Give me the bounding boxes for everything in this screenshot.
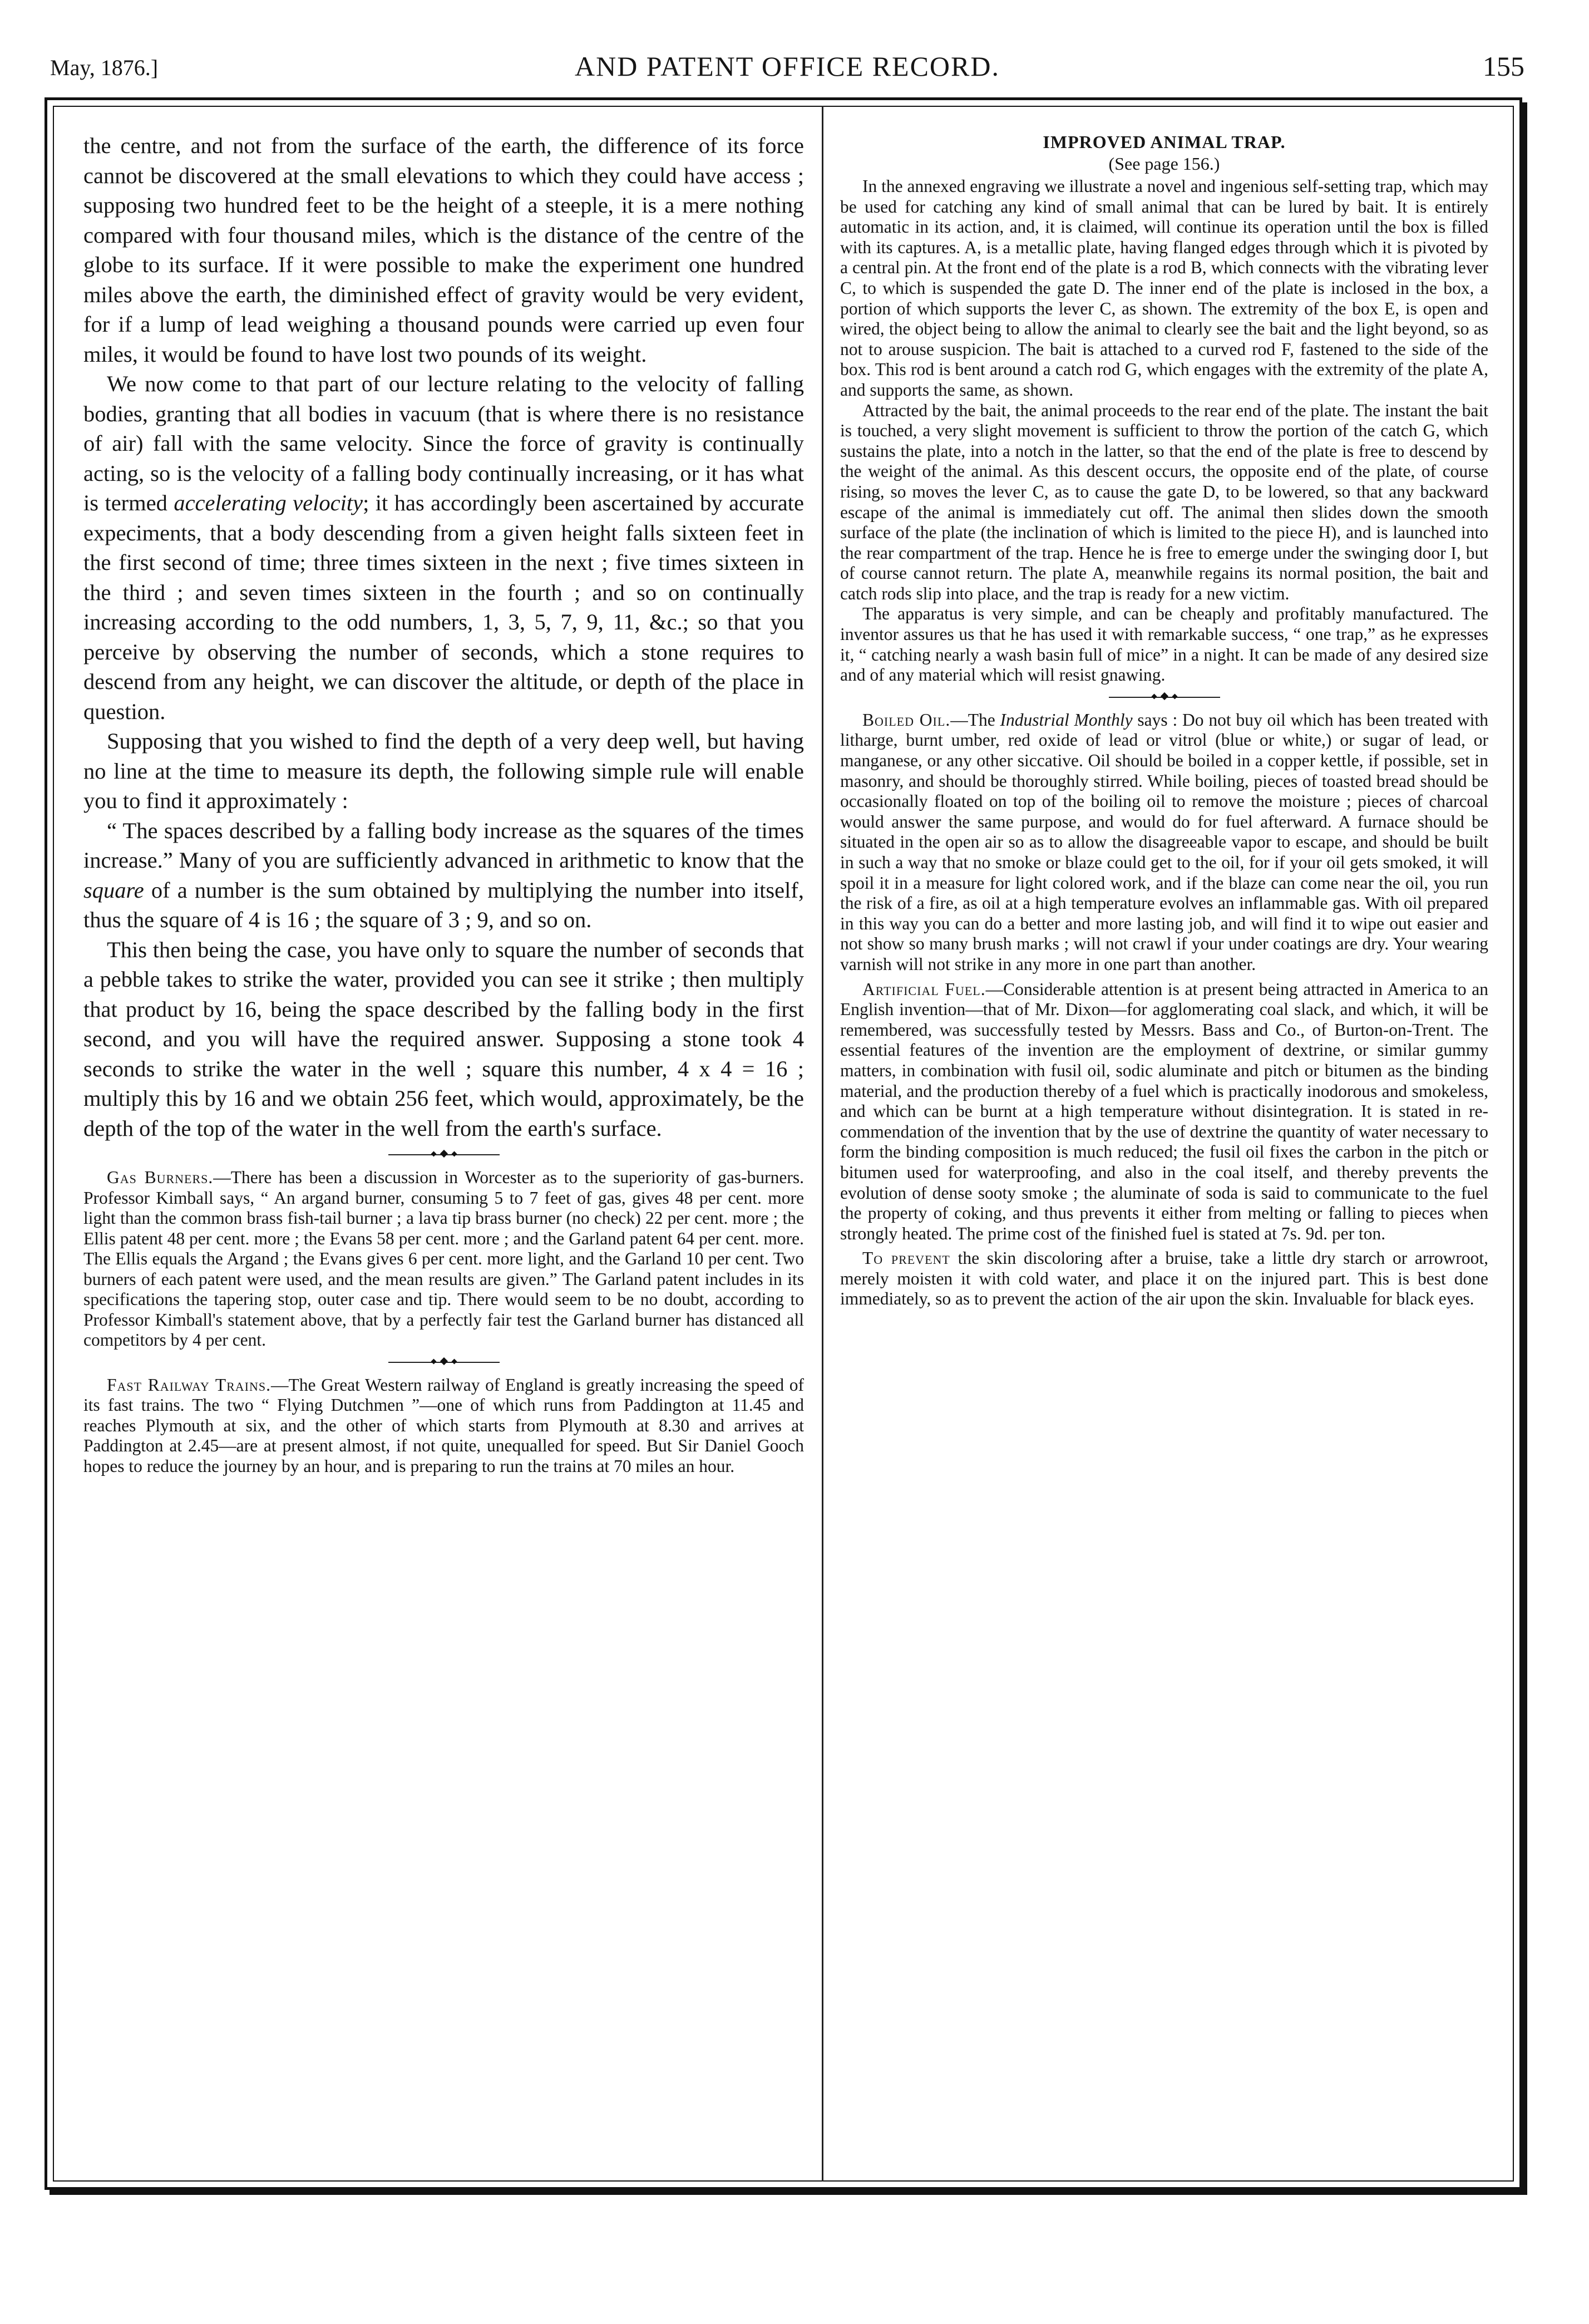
article-heading: Gas Burners. — [107, 1168, 214, 1187]
article-paragraph: The apparatus is very simple, and can be cheaply and profitably manufactured. The inventor assures us that he has used it with remarkable success, “ one trap,” as he expresses it, “ catching nearly a wash basin full of mice” in a night. It can be made of any desired size and of any material which will resist gnawing. — [840, 604, 1488, 685]
page-header — [50, 50, 1524, 95]
lecture-paragraph: We now come to that part of our lecture relating to the velocity of falling bodies, granting that all bodies in vacuum (that is where there is no resistance of air) fall with the same velocity. Since the force of gravity is continually acting, so is the velocity of a falling body continually increasing, or it has what is termed accelerating velocity; it has accordingly been ascertained by accurate expeciments, that a body descending from a given height falls sixteen feet in the first second of time; three times sixteen in the next ; five times sixteen in the third ; and seven times sixteen in the fourth ; and so on continually increasing according to the odd numbers, 1, 3, 5, 7, 9, 11, &c.; so that you perceive by observing the number of seconds, which a stone requires to descend from any height, we can discover the altitude, or depth of the place in question. — [83, 371, 804, 724]
article-heading: Artificial Fuel. — [862, 979, 986, 999]
lecture-paragraph: Supposing that you wished to find the depth of a very deep well, but having no line at the time to measure its depth, the following simple rule will enable you to find it approximately : — [83, 728, 804, 813]
article-paragraph: Attracted by the bait, the animal proceeds to the rear end of the plate. The instant the bait is touched, a very slight movement is sufficient to throw the portion of the catch G, which sustains the plate, into a notch in the latter, so that the end of the plate is free to descend by the weight of the animal. As this descent occurs, the opposite end of the plate, of course rising, so moves the lever C, as to cause the gate D, to be lowered, so that any backward escape of the animal is immediately cut off. The animal then slides down the smooth surface of the plate (the inclination of which is limited to the piece H), and is launched into the rear compartment of the trap. Hence he is free to emerge under the swinging door I, but of course cannot return. The plate A, meanwhile regains its normal position, the bait and catch rods slip into place, and the trap is ready for a new victim. — [840, 400, 1488, 603]
lecture-paragraph: the centre, and not from the surface of the earth, the difference of its force cannot be discovered at the small elevations to which they could have access ; supposing two hundred feet to be the height of a steeple, it is a mere nothing compared with four thousand miles, which is the distance of the centre of the globe to its surface. If it were possible to make the experiment one hundred miles above the earth, the diminished effect of gravity would be very evident, for if a lump of lead weighing a thousand pounds were carried up even four miles, it would be found to have lost two pounds of its weight. — [83, 133, 804, 367]
article-heading: Fast Railway Trains. — [107, 1375, 271, 1395]
ornament-divider — [83, 1143, 804, 1168]
gravity-lecture — [83, 131, 804, 1143]
article-paragraph: Boiled Oil.—The Industrial Monthly says : Do not buy oil which has been treated with litharge, burnt umber, red oxide of lead or vitrol (blue or white,) or sugar of lead, or manganese, or any other siccative. Oil should be boiled in a copper kettle, if possible, set in masonry, and should be thoroughly stirred. While boiling, pieces of toasted bread should be occasionally floated on top of the boiling oil to remove the moisture ; pieces of charcoal would answer the same purpose, and would do for fuel afterward. A furnace should be situated in the open air so as to allow the disagreeable vapor to escape, and should be built in such a way that no smoke or blaze could get to the oil, for if your oil gets smoked, it will spoil it in a measure for light colored work, and if the blaze can come near the oil, you run the risk of a fire, as oil at a high temperature evolves an inflammable gas. With oil prepared in this way you can do a better and more lasting job, and will find it to wipe out easier and not show so many brush marks ; will not crawl if your under coatings are dry. Your wearing varnish will not strike in any more in one part than another. — [840, 710, 1488, 974]
article-paragraph: In the annexed engraving we illustrate a novel and ingenious self-setting trap, which may be used for catching any kind of small animal that can be lured by bait. It is entirely automatic in its action, and, it is claimed, will continue its operation until the box is filled with its captures. A, is a metallic plate, having flanged edges through which it is pivoted by a central pin. At the front end of the plate is a rod B, which connects with the vibrating lever C, to which is suspended the gate D. The inner end of the plate is inclosed in the box, a portion of which supports the lever C, as shown. The extremity of the box E, is open and wired, the object being to allow the animal to clearly see the bait and the light beyond, so as not to arouse suspicion. The bait is attached to a curved rod F, fastened to the side of the box. This rod is bent around a catch rod G, which engages with the extremity of the plate A, and supports the same, as shown. — [840, 176, 1488, 400]
article-paragraph: Artificial Fuel.—Considerable attention is at present being attracted in America to an English invention—that of Mr. Dixon—for agglomerating coal slack, and which, it will be remembered, was successfully tested by Messrs. Bass and Co., of Burton-on-Trent. The essential features of the invention are the employment of dextrine, or similar gummy matters, in combination with fusil oil, sodic aluminate and pitch or bitumen as the binding material, and the production thereby of a fuel which is practically inodorous and smokeless, and which can be burnt at a high temperature without disintegration. It is stated in recommendation of the invention that by the use of dextrine the quantity of water necessary to form the binding composition is much reduced; the fusil oil fixes the carbon in the pitch or bitumen used for waterproofing, and also in the coal itself, and thereby prevents the evolution of dense sooty smoke ; the aluminate of soda is said to communicate to the fuel the property of coking, and thus prevents it either from melting or falling to pieces when strongly heated. The prime cost of the finished fuel is stated at 7s. 9d. per ton. — [840, 979, 1488, 1243]
article-paragraph: Gas Burners.—There has been a discussion in Worcester as to the superiority of gas-burners. Professor Kimball says, “ An argand burner, consuming 5 to 7 feet of gas, gives 48 per cent. more light than the common brass fish-tail burner ; a lava tip brass burner (no check) 22 per cent. more ; the Ellis patent 48 per cent. more ; the Evans 58 per cent. more ; and the Garland patent 64 per cent. more. The Ellis equals the Argand ; the Evans gives 6 per cent. more light, and the Garland 10 per cent. Two burners of each patent were used, and the mean results are given.” The Garland patent includes in its specifications the tapering stop, outer case and tip. There would seem to be no doubt, according to Professor Kimball's statement above, that by a perfectly fair test the Garland burner has distanced all competitors by 4 per cent. — [83, 1168, 804, 1350]
page-number: 155 — [1483, 51, 1524, 82]
article-paragraph: Fast Railway Trains.—The Great Western railway of England is greatly increasing the speed of its fast trains. The two “ Flying Dutchmen ”—one of which runs from Paddington at 11.45 and reaches Plymouth at six, and the other of which starts from Plymouth at 8.30 and arrives at Paddington at 2.45—are at present almost, if not quite, unequalled for speed. But Sir Daniel Gooch hopes to reduce the journey by an hour, and is preparing to run the trains at 70 miles an hour. — [83, 1375, 804, 1476]
ornament-divider — [83, 1351, 804, 1375]
article-subtitle: (See page 156.) — [1108, 154, 1220, 174]
right-column — [840, 131, 1488, 1309]
gas-burners-article — [83, 1168, 804, 1351]
page-frame — [45, 97, 1522, 2190]
ornament-divider — [840, 686, 1488, 710]
article-title: IMPROVED ANIMAL TRAP. — [1043, 132, 1286, 152]
article-heading: To prevent — [862, 1248, 950, 1268]
article-paragraph: To prevent the skin discoloring after a bruise, take a little dry starch or arrowroot, merely moisten it with cold water, and place it on the injured part. This is best done immediately, so as to prevent the action of the air upon the skin. Invaluable for black eyes. — [840, 1248, 1489, 1309]
lecture-paragraph: “ The spaces described by a falling body increase as the squares of the times increase.” Many of you are sufficiently advanced in arithmetic to know that the square of a number is the sum obtained by multiplying the number into itself, thus the square of 4 is 16 ; the square of 3 ; 9, and so on. — [83, 818, 804, 932]
lecture-paragraph: This then being the case, you have only to square the number of seconds that a pebble takes to strike the water, provided you can see it strike ; then multiply that product by 16, being the space described by the falling body in the first second, and you will have the required answer. Supposing a stone took 4 seconds to strike the water in the well ; square this number, 4 x 4 = 16 ; multiply this by 16 and we obtain 256 feet, which would, approximately, be the depth of the top of the water in the well from the earth's surface. — [83, 937, 804, 1141]
column-divider — [822, 106, 823, 2182]
left-column — [83, 131, 804, 1476]
railway-trains-article — [83, 1375, 804, 1477]
header-date: May, 1876.] — [50, 55, 159, 80]
article-heading: Boiled Oil. — [862, 710, 951, 730]
header-title: AND PATENT OFFICE RECORD. — [574, 51, 1000, 82]
